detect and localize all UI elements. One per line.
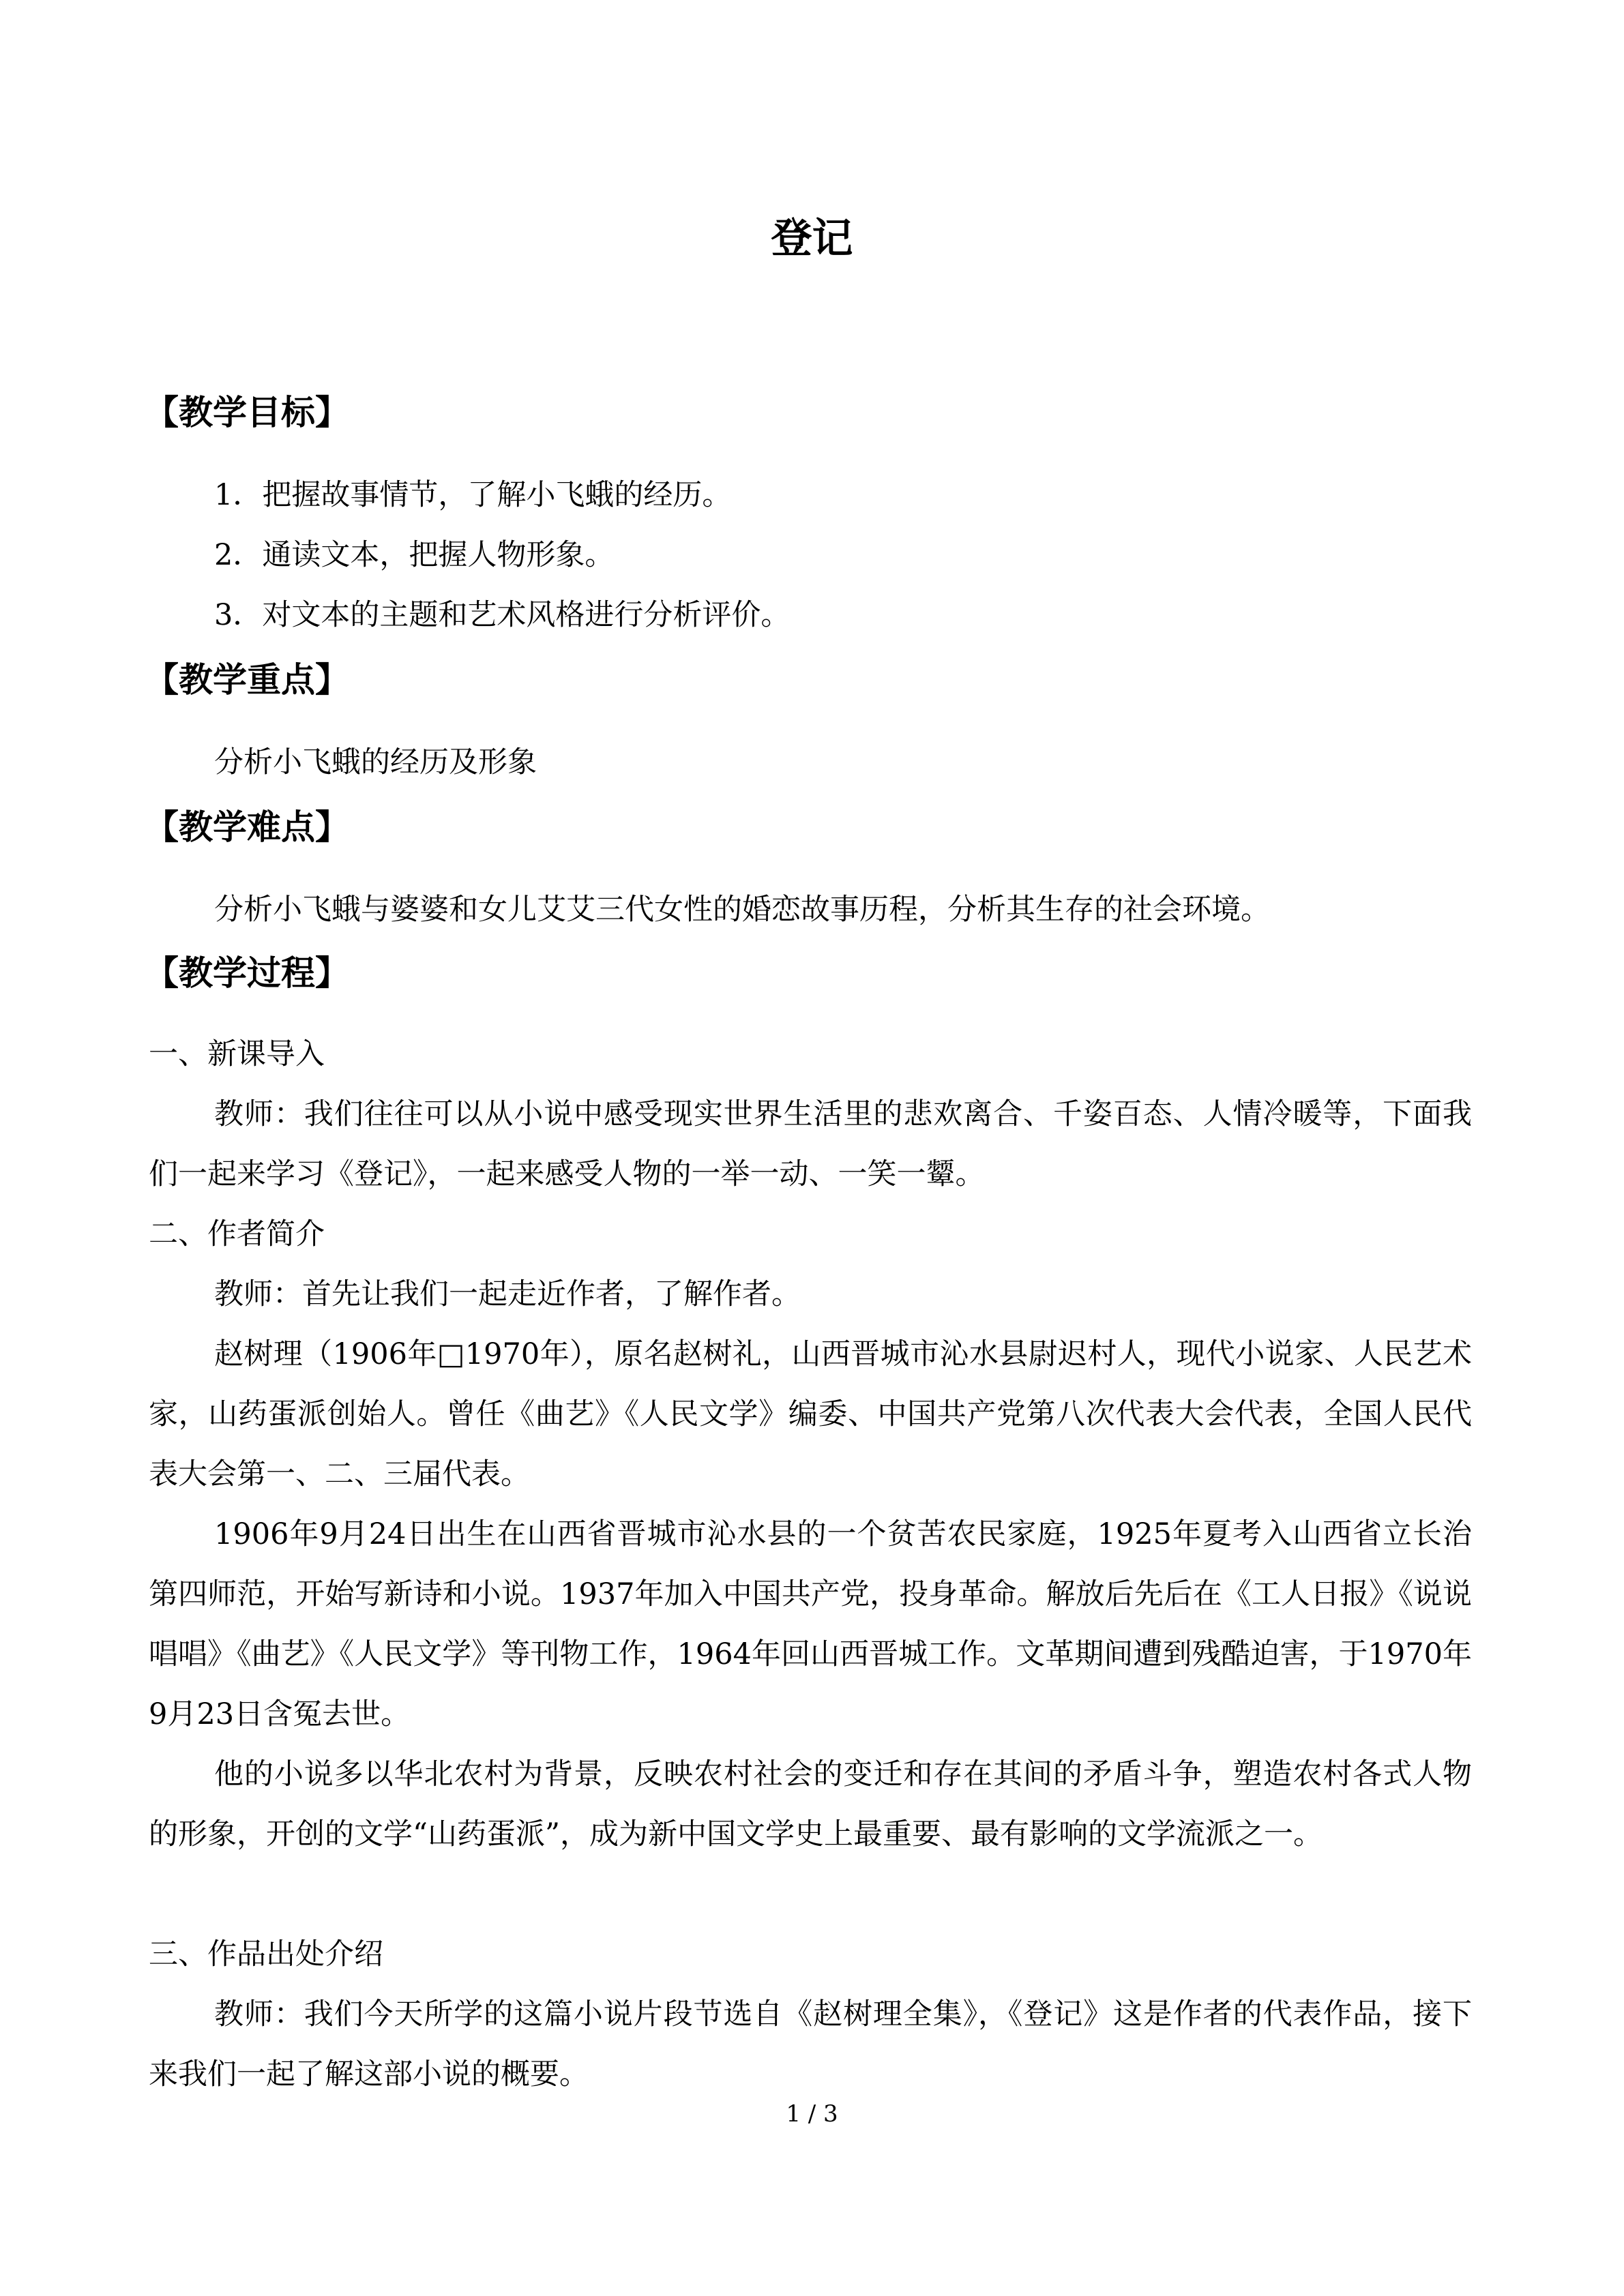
paragraph: 教师：首先让我们一起走近作者，了解作者。: [214, 1277, 801, 1311]
paragraph: 1906年9月24日出生在山西省晋城市沁水县的一个贫苦农民家庭，1925年夏考入山西省立长治第四师范，开始写新诗和小说。1937年加入中国共产党，投身革命。解放后先后在《工人日报》《说说唱唱》《曲艺》《人民文学》等刊物工作，1964年回山西晋城工作。文革期间遭到残酷迫害，于1970年9月23日含冤去世。: [149, 1517, 1472, 1731]
objective-item-3: 3．对文本的主题和艺术风格进行分析评价。: [214, 598, 791, 632]
process-part-title: 一、新课导入: [149, 1037, 325, 1071]
difficulties-text: 分析小飞蛾与婆婆和女儿艾艾三代女性的婚恋故事历程，分析其生存的社会环境。: [214, 893, 1270, 927]
page-number: 1 / 3: [786, 2100, 838, 2128]
section-heading-process: 【教学过程】: [145, 953, 349, 993]
paragraph: 教师：我们往往可以从小说中感受现实世界生活里的悲欢离合、千姿百态、人情冷暖等，下面我们一起来学习《登记》，一起来感受人物的一举一动、一笑一颦。: [149, 1097, 1472, 1191]
paragraph: 教师：我们今天所学的这篇小说片段节选自《赵树理全集》，《登记》这是作者的代表作品，接下来我们一起了解这部小说的概要。: [149, 1997, 1472, 2091]
objective-item-2: 2．通读文本，把握人物形象。: [214, 538, 615, 572]
paragraph: 他的小说多以华北农村为背景，反映农村社会的变迁和存在其间的矛盾斗争，塑造农村各式人物的形象，开创的文学“山药蛋派”，成为新中国文学史上最重要、最有影响的文学流派之一。: [149, 1757, 1472, 1851]
section-heading-difficulties: 【教学难点】: [145, 807, 349, 847]
page-title: 登记: [771, 215, 853, 263]
key-points-text: 分析小飞蛾的经历及形象: [214, 745, 537, 779]
objective-item-1: 1．把握故事情节，了解小飞蛾的经历。: [214, 478, 732, 512]
section-heading-objectives: 【教学目标】: [145, 393, 349, 432]
paragraph: 赵树理（1906年□1970年），原名赵树礼，山西晋城市沁水县尉迟村人，现代小说家、人民艺术家，山药蛋派创始人。曾任《曲艺》《人民文学》编委、中国共产党第八次代表大会代表，全国人民代表大会第一、二、三届代表。: [149, 1337, 1472, 1491]
section-heading-key-points: 【教学重点】: [145, 660, 349, 700]
process-part-title: 三、作品出处介绍: [149, 1937, 383, 1971]
process-part-title: 二、作者简介: [149, 1217, 325, 1251]
